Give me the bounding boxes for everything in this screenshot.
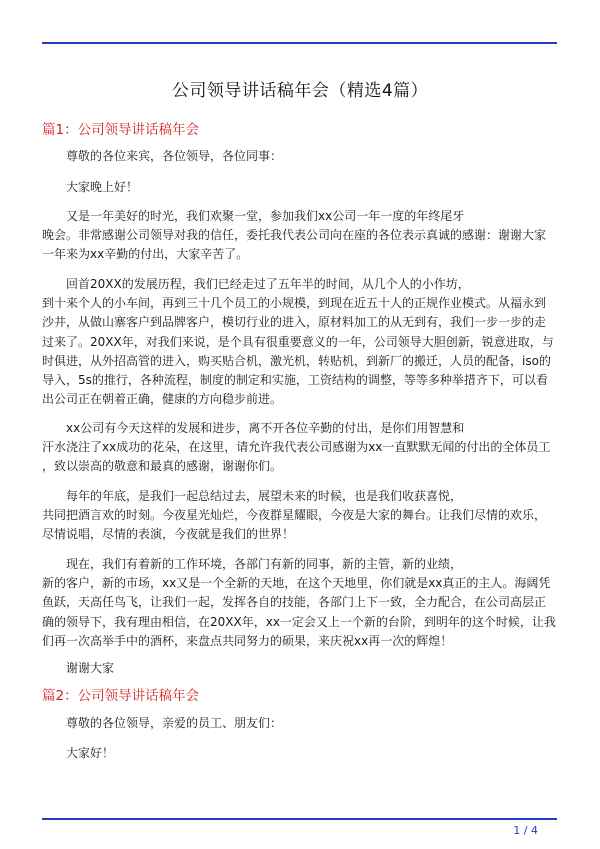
section-heading-1: 篇1：公司领导讲话稿年会 bbox=[42, 122, 200, 138]
paragraph-line: 尊敬的各位来宾，各位领导，各位同事： bbox=[66, 149, 283, 163]
page-title: 公司领导讲话稿年会（精选4篇） bbox=[171, 81, 429, 101]
paragraph-line: 一年来为xx辛勤的付出，大家辛苦了。 bbox=[42, 247, 249, 262]
paragraph-line: 沙井，从做山寨客户到品牌客户，模切行业的进入，原材料加工的从无到有，我们一步一步的走 bbox=[42, 315, 547, 330]
paragraph-salutation-2 bbox=[42, 714, 558, 733]
paragraph-salutation bbox=[42, 147, 558, 166]
paragraph-line: 汗水浇注了xx成功的花朵，在这里，请允许我代表公司感谢为xx一直默默无闻的付出的全体员工 bbox=[42, 440, 551, 455]
paragraph-line: 共同把酒言欢的时刻。今夜星光灿烂，今夜群星耀眼，今夜是大家的舞台。让我们尽情的欢乐， bbox=[42, 508, 547, 523]
paragraph-greeting-2 bbox=[42, 744, 558, 763]
paragraph-1 bbox=[42, 207, 558, 265]
paragraph-line: 们再一次高举手中的酒杯，来盘点共同努力的硕果，来庆祝xx再一次的辉煌！ bbox=[42, 633, 453, 648]
paragraph-greeting bbox=[42, 178, 558, 197]
section-heading-2: 篇2：公司领导讲话稿年会 bbox=[42, 688, 200, 704]
paragraph-line: 时俱进，从外招高管的进入，购买贴合机，激光机，转贴机，到新厂的搬迁，人员的配备，iso的 bbox=[42, 353, 551, 368]
paragraph-line: 新的客户，新的市场，xx又是一个全新的天地，在这个天地里，你们就是xx真正的主人。海阔凭 bbox=[42, 576, 551, 591]
paragraph-line: 又是一年美好的时光，我们欢聚一堂，参加我们xx公司一年一度的年终尾牙 bbox=[66, 209, 465, 223]
paragraph-line: 大家晚上好！ bbox=[66, 180, 139, 194]
paragraph-line: xx公司有今天这样的发展和进步，离不开各位辛勤的付出，是你们用智慧和 bbox=[66, 421, 465, 435]
paragraph-line: ，致以崇高的敬意和最真的感谢，谢谢你们。 bbox=[42, 459, 283, 474]
paragraph-line: 尽情说唱，尽情的表演，今夜就是我们的世界！ bbox=[42, 527, 295, 542]
paragraph-line: 现在，我们有着新的工作环境，各部门有新的同事，新的主管，新的业绩， bbox=[66, 557, 463, 571]
paragraph-line: 出公司正在朝着正确，健康的方向稳步前进。 bbox=[42, 392, 283, 407]
header-rule bbox=[42, 42, 557, 44]
paragraph-line: 晚会。非常感谢公司领导对我的信任，委托我代表公司向在座的各位表示真诚的感谢：谢谢大家 bbox=[42, 228, 547, 243]
page-number: 1 / 4 bbox=[513, 824, 538, 837]
paragraph-line: 导入，5s的推行，各种流程，制度的制定和实施，工资结构的调整，等等多种举措齐下，可以看 bbox=[42, 373, 548, 388]
paragraph-line: 尊敬的各位领导，亲爱的员工、朋友们： bbox=[66, 716, 283, 730]
footer-rule bbox=[42, 818, 557, 820]
paragraph-5 bbox=[42, 555, 558, 651]
paragraph-line: 谢谢大家 bbox=[66, 661, 115, 675]
paragraph-4 bbox=[42, 487, 558, 545]
paragraph-line: 回首20XX的发展历程，我们已经走过了五年半的时间，从几个人的小作坊， bbox=[66, 277, 470, 291]
paragraph-line: 每年的年底，是我们一起总结过去，展望未来的时候，也是我们收获喜悦， bbox=[66, 489, 463, 503]
paragraph-3 bbox=[42, 419, 558, 477]
paragraph-line: 鱼跃，天高任鸟飞，让我们一起，发挥各自的技能，各部门上下一致，全力配合，在公司高层正 bbox=[42, 595, 547, 610]
paragraph-closing bbox=[42, 659, 558, 678]
paragraph-line: 到十来个人的小车间，再到三十几个员工的小规模，到现在近五十人的正规作业模式。从福永到 bbox=[42, 296, 547, 311]
paragraph-line: 过来了。20XX年，对我们来说，是个具有很重要意义的一年，公司领导大胆创新，锐意进取，与 bbox=[42, 334, 554, 349]
paragraph-line: 大家好！ bbox=[66, 746, 115, 760]
paragraph-2 bbox=[42, 275, 558, 409]
paragraph-line: 确的领导下，我有理由相信，在20XX年，xx一定会又上一个新的台阶，到明年的这个时候，让我 bbox=[42, 614, 556, 629]
